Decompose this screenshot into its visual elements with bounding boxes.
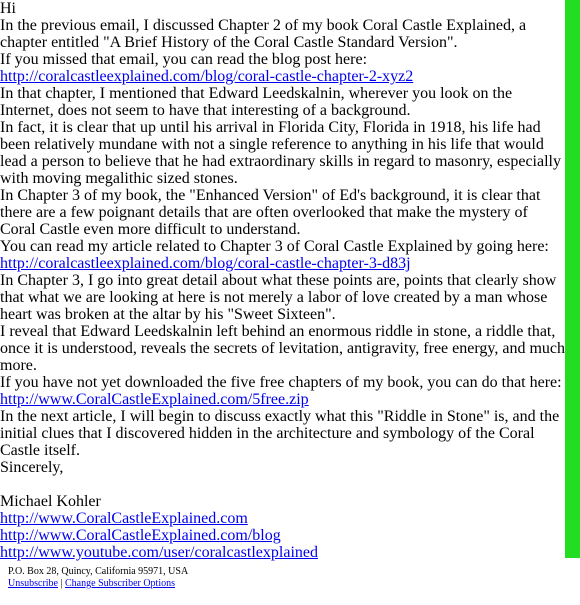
- paragraph-riddle-in-stone: I reveal that Edward Leedskalnin left behind an enormous riddle in stone, a riddle that, once it is understood, reveals the secrets of levitation, antigravity, free energy, and much more.: [0, 323, 565, 374]
- email-footer: [8, 566, 188, 590]
- paragraph-read-article: You can read my article related to Chapter 3 of Coral Castle Explained by going here:: [0, 238, 549, 255]
- signature-youtube-link[interactable]: http://www.youtube.com/user/coralcastlexplained: [0, 544, 318, 561]
- paragraph-chapter2-intro: In the previous email, I discussed Chapter 2 of my book Coral Castle Explained, a chapter entitled "A Brief History of the Coral Castle Standard Version".: [0, 17, 527, 51]
- paragraph-next-article: In the next article, I will begin to discuss exactly what this "Riddle in Stone" is, and the initial clues that I discovered hidden in the architecture and symbology of the Coral Castle itself.: [0, 408, 560, 459]
- paragraph-enhanced-version: In Chapter 3 of my book, the "Enhanced Version" of Ed's background, it is clear that there are a few poignant details that are often overlooked that make the mystery of Coral Castle even more difficult to understand.: [0, 187, 541, 238]
- chapter-2-blog-link[interactable]: http://coralcastleexplained.com/blog/coral-castle-chapter-2-xyz2: [0, 68, 414, 85]
- paragraph-free-chapters: If you have not yet downloaded the five free chapters of my book, you can do that here:: [0, 374, 562, 391]
- paragraph-missed-email: If you missed that email, you can read the blog post here:: [0, 51, 368, 68]
- signature-spacer: [0, 476, 566, 493]
- unsubscribe-link[interactable]: Unsubscribe: [8, 578, 58, 589]
- footer-separator: |: [60, 578, 63, 589]
- paragraph-chapter3-details: In Chapter 3, I go into great detail about what these points are, points that clearly show that what we are looking at here is not merely a labor of love created by a man whose heart was broken at the altar by his "Sweet Sixteen".: [0, 272, 557, 323]
- green-accent-bar: [565, 0, 580, 558]
- paragraph-florida-city: In fact, it is clear that up until his arrival in Florida City, Florida in 1918, his life had been relatively mundane with not a single reference to anything in his life that would lead a person to believe that he had extraordinary skills in regard to masonry, especially with moving megalithic sized stones.: [0, 119, 561, 187]
- paragraph-background: In that chapter, I mentioned that Edward Leedskalnin, wherever you look on the Internet, does not seem to have that interesting of a background.: [0, 85, 513, 119]
- chapter-3-blog-link[interactable]: http://coralcastleexplained.com/blog/coral-castle-chapter-3-d83j: [0, 255, 411, 272]
- subscription-links: [8, 578, 188, 590]
- signature-blog-link[interactable]: http://www.CoralCastleExplained.com/blog: [0, 527, 281, 544]
- signature-name: Michael Kohler: [0, 493, 101, 510]
- free-chapters-download-link[interactable]: http://www.CoralCastleExplained.com/5free.zip: [0, 391, 309, 408]
- postal-address: P.O. Box 28, Quincy, California 95971, USA: [8, 566, 189, 577]
- signature-website-link[interactable]: http://www.CoralCastleExplained.com: [0, 510, 248, 527]
- closing: Sincerely,: [0, 459, 64, 476]
- change-subscriber-options-link[interactable]: Change Subscriber Options: [65, 578, 176, 589]
- greeting: Hi: [0, 0, 16, 17]
